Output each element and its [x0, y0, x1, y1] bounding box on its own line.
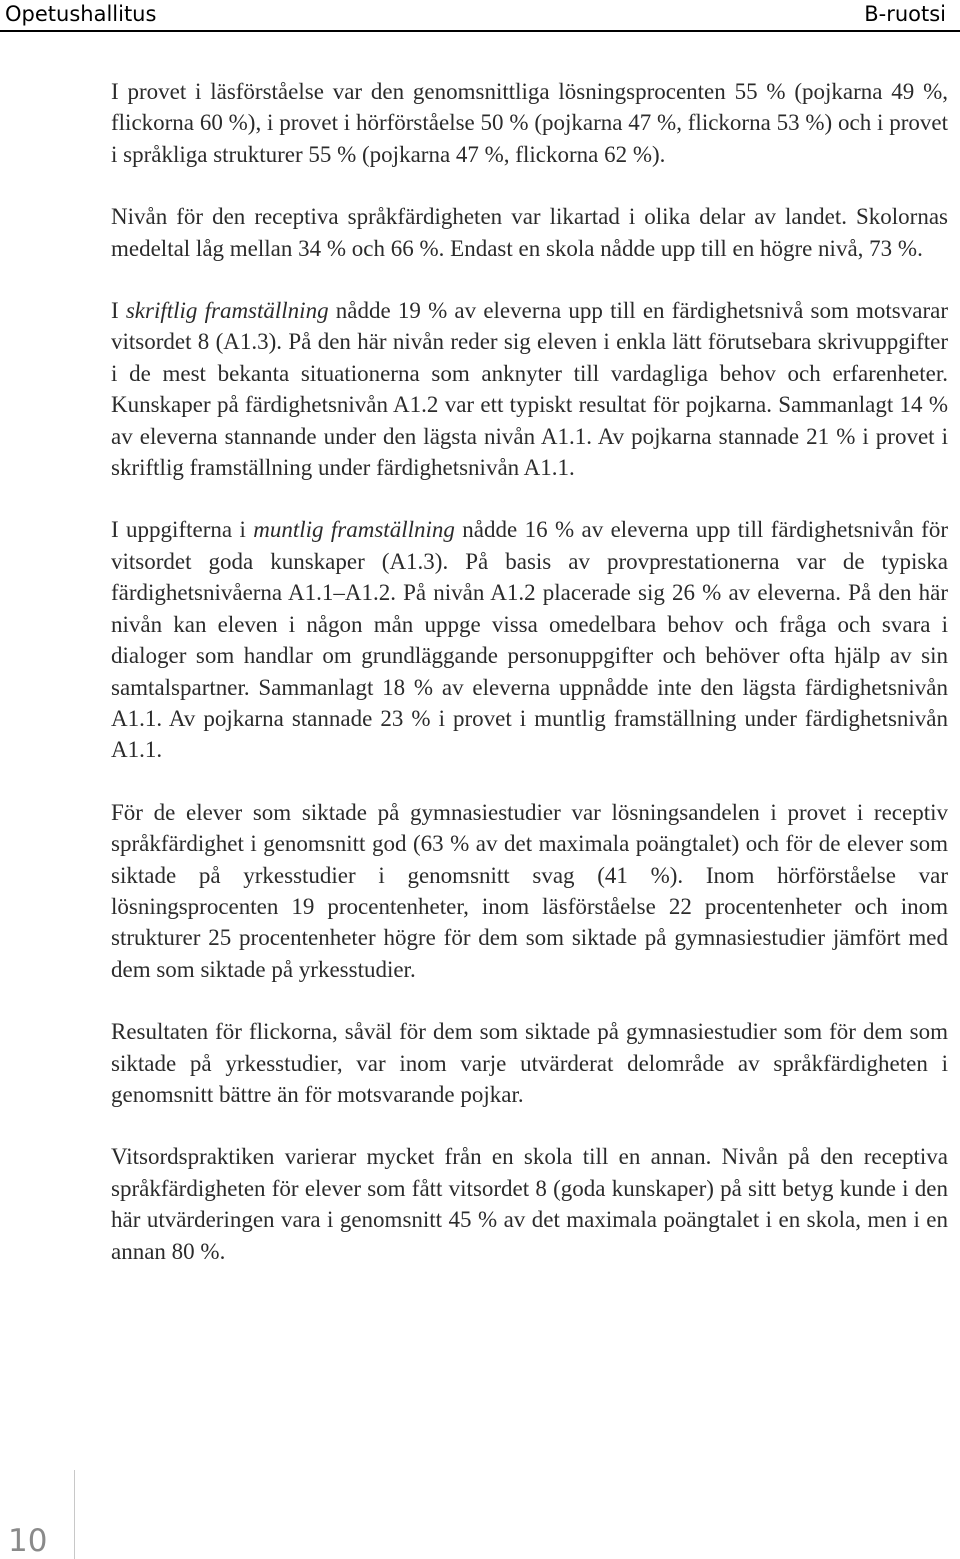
- document-body: [111, 76, 948, 1298]
- paragraph-text: I uppgifterna i: [111, 517, 254, 543]
- paragraph-text: nådde 19 % av eleverna upp till en färdighetsnivå som motsvarar vitsordet 8 (A1.3). På den här nivån reder sig eleven i enkla lätt förutsebara skrivuppgifter i de mest bekanta situationerna som anknyter till vardagliga behov och erfarenheter. Kunskaper på färdighetsnivån A1.2 var ett typiskt resultat för pojkarna. Sammanlagt 14 % av eleverna stannande under den lägsta nivån A1.1. Av pojkarna stannade 21 % i provet i skriftlig framställning under färdighetsnivån A1.1.: [111, 298, 948, 481]
- header-subject: B-ruotsi: [864, 2, 946, 26]
- paragraph-girls-results: Resultaten för flickorna, såväl för dem som siktade på gymnasiestudier som för dem som siktade på yrkesstudier, var inom varje utvärderat delområde av språkfärdigheten i genomsnitt bättre än för motsvarande pojkar.: [111, 1019, 948, 1107]
- paragraph-text: I: [111, 298, 126, 324]
- page-header: [0, 0, 960, 32]
- paragraph-written-production: [111, 295, 948, 483]
- paragraph-regional-level: Nivån för den receptiva språkfärdigheten var likartad i olika delar av landet. Skolornas medeltal låg mellan 34 % och 66 %. Endast en skola nådde upp till en högre nivå, 73 %.: [111, 204, 948, 261]
- italic-term: skriftlig framställning: [125, 298, 329, 324]
- header-publisher: Opetushallitus: [5, 2, 157, 26]
- paragraph-oral-production: [111, 514, 948, 765]
- paragraph-reading-results: I provet i läsförståelse var den genomsnittliga lösningsprocenten 55 % (pojkarna 49 %, flickorna 60 %), i provet i hörförståelse 50 % (pojkarna 47 %, flickorna 53 %) och i provet i språkliga strukturer 55 % (pojkarna 47 %, flickorna 62 %).: [111, 79, 948, 167]
- italic-term: muntlig framställning: [253, 517, 455, 543]
- page-number: 10: [8, 1523, 48, 1559]
- paragraph-grading-practice: Vitsordspraktiken varierar mycket från en skola till en annan. Nivån på den receptiva språkfärdigheten för elever som fått vitsordet 8 (goda kunskaper) på sitt betyg kunde i den här utvärderingen vara i genomsnitt 45 % av det maximala poängtalet i en skola, men i en annan 80 %.: [111, 1144, 948, 1264]
- paragraph-text: nådde 16 % av eleverna upp till färdighetsnivån för vitsordet goda kunskaper (A1.3). På basis av provprestationerna var de typiska färdighetsnivåerna A1.1–A1.2. På nivån A1.2 placerade sig 26 % av eleverna. På den här nivån kan eleven i någon mån uppge vissa omedelbara behov och fråga och svara i dialoger som handlar om grundläggande personuppgifter och behöver ofta hjälp av sin samtalspartner. Sammanlagt 18 % av eleverna uppnådde inte den lägsta färdighetsnivån A1.1. Av pojkarna stannade 23 % i provet i muntlig framställning under färdighetsnivån A1.1.: [111, 517, 948, 763]
- paragraph-study-track: För de elever som siktade på gymnasiestudier var lösningsandelen i provet i receptiv språkfärdighet i genomsnitt god (63 % av det maximala poängtalet) och för de elever som siktade på yrkesstudier i genomsnitt svag (41 %). Inom hörförståelse var lösningsprocenten 19 procentenheter, inom läsförståelse 22 procentenheter och inom strukturer 25 procentenheter högre för dem som siktade på gymnasiestudier jämfört med dem som siktade på yrkesstudier.: [111, 799, 948, 982]
